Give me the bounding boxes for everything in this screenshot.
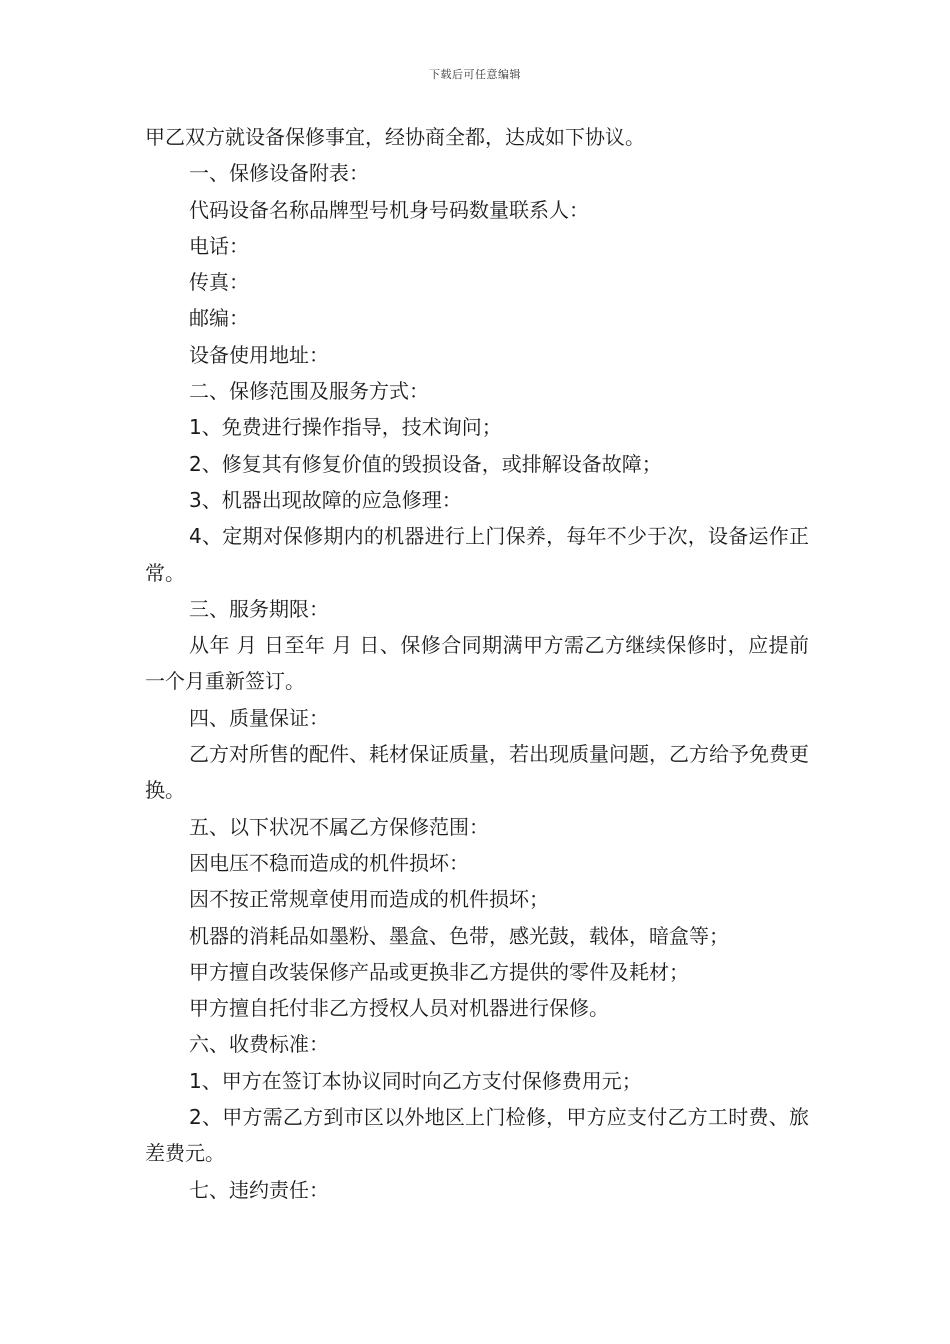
section-heading-5: 五、以下状况不属乙方保修范围：	[189, 814, 489, 839]
paragraph: 从年 月 日至年 月 日、保修合同期满甲方需乙方继续保修时，应提前一个月重新签订。	[145, 633, 809, 694]
list-item: 4、定期对保修期内的机器进行上门保养，每年不少于次，设备运作正常。	[145, 524, 809, 585]
section-heading-4: 四、质量保证：	[189, 705, 329, 730]
list-item: 3、机器出现故障的应急修理：	[189, 487, 462, 512]
paragraph: 设备使用地址：	[189, 342, 329, 367]
section-heading-1: 一、保修设备附表：	[189, 161, 369, 186]
paragraph: 乙方对所售的配件、耗材保证质量，若出现质量问题，乙方给予免费更换。	[145, 742, 809, 803]
list-item: 1、甲方在签订本协议同时向乙方支付保修费用元；	[189, 1068, 642, 1093]
document-body	[145, 119, 809, 1208]
section-heading-3: 三、服务期限：	[189, 596, 329, 621]
paragraph: 电话：	[189, 233, 249, 258]
list-item: 2、修复其有修复价值的毁损设备，或排解设备故障；	[189, 451, 662, 476]
paragraph: 邮编：	[189, 306, 249, 331]
list-item: 机器的消耗品如墨粉、墨盒、色带，感光鼓，载体，暗盒等；	[189, 923, 729, 948]
list-item: 2、甲方需乙方到市区以外地区上门检修，甲方应支付乙方工时费、旅差费元。	[145, 1105, 809, 1166]
list-item: 1、免费进行操作指导，技术询问；	[189, 415, 502, 440]
list-item: 因电压不稳而造成的机件损坏：	[189, 850, 469, 875]
paragraph: 传真：	[189, 270, 249, 295]
paragraph: 代码设备名称品牌型号机身号码数量联系人：	[189, 197, 589, 222]
intro-paragraph: 甲乙双方就设备保修事宜，经协商全都，达成如下协议。	[145, 125, 645, 149]
list-item: 甲方擅自改装保修产品或更换非乙方提供的零件及耗材；	[189, 959, 689, 984]
section-heading-2: 二、保修范围及服务方式：	[189, 379, 429, 404]
section-heading-7: 七、违约责任：	[189, 1177, 329, 1202]
list-item: 因不按正常规章使用而造成的机件损坏；	[189, 887, 549, 912]
page-header: 下载后可任意编辑	[429, 68, 521, 81]
section-heading-6: 六、收费标准：	[189, 1032, 329, 1057]
list-item: 甲方擅自托付非乙方授权人员对机器进行保修。	[189, 996, 609, 1021]
